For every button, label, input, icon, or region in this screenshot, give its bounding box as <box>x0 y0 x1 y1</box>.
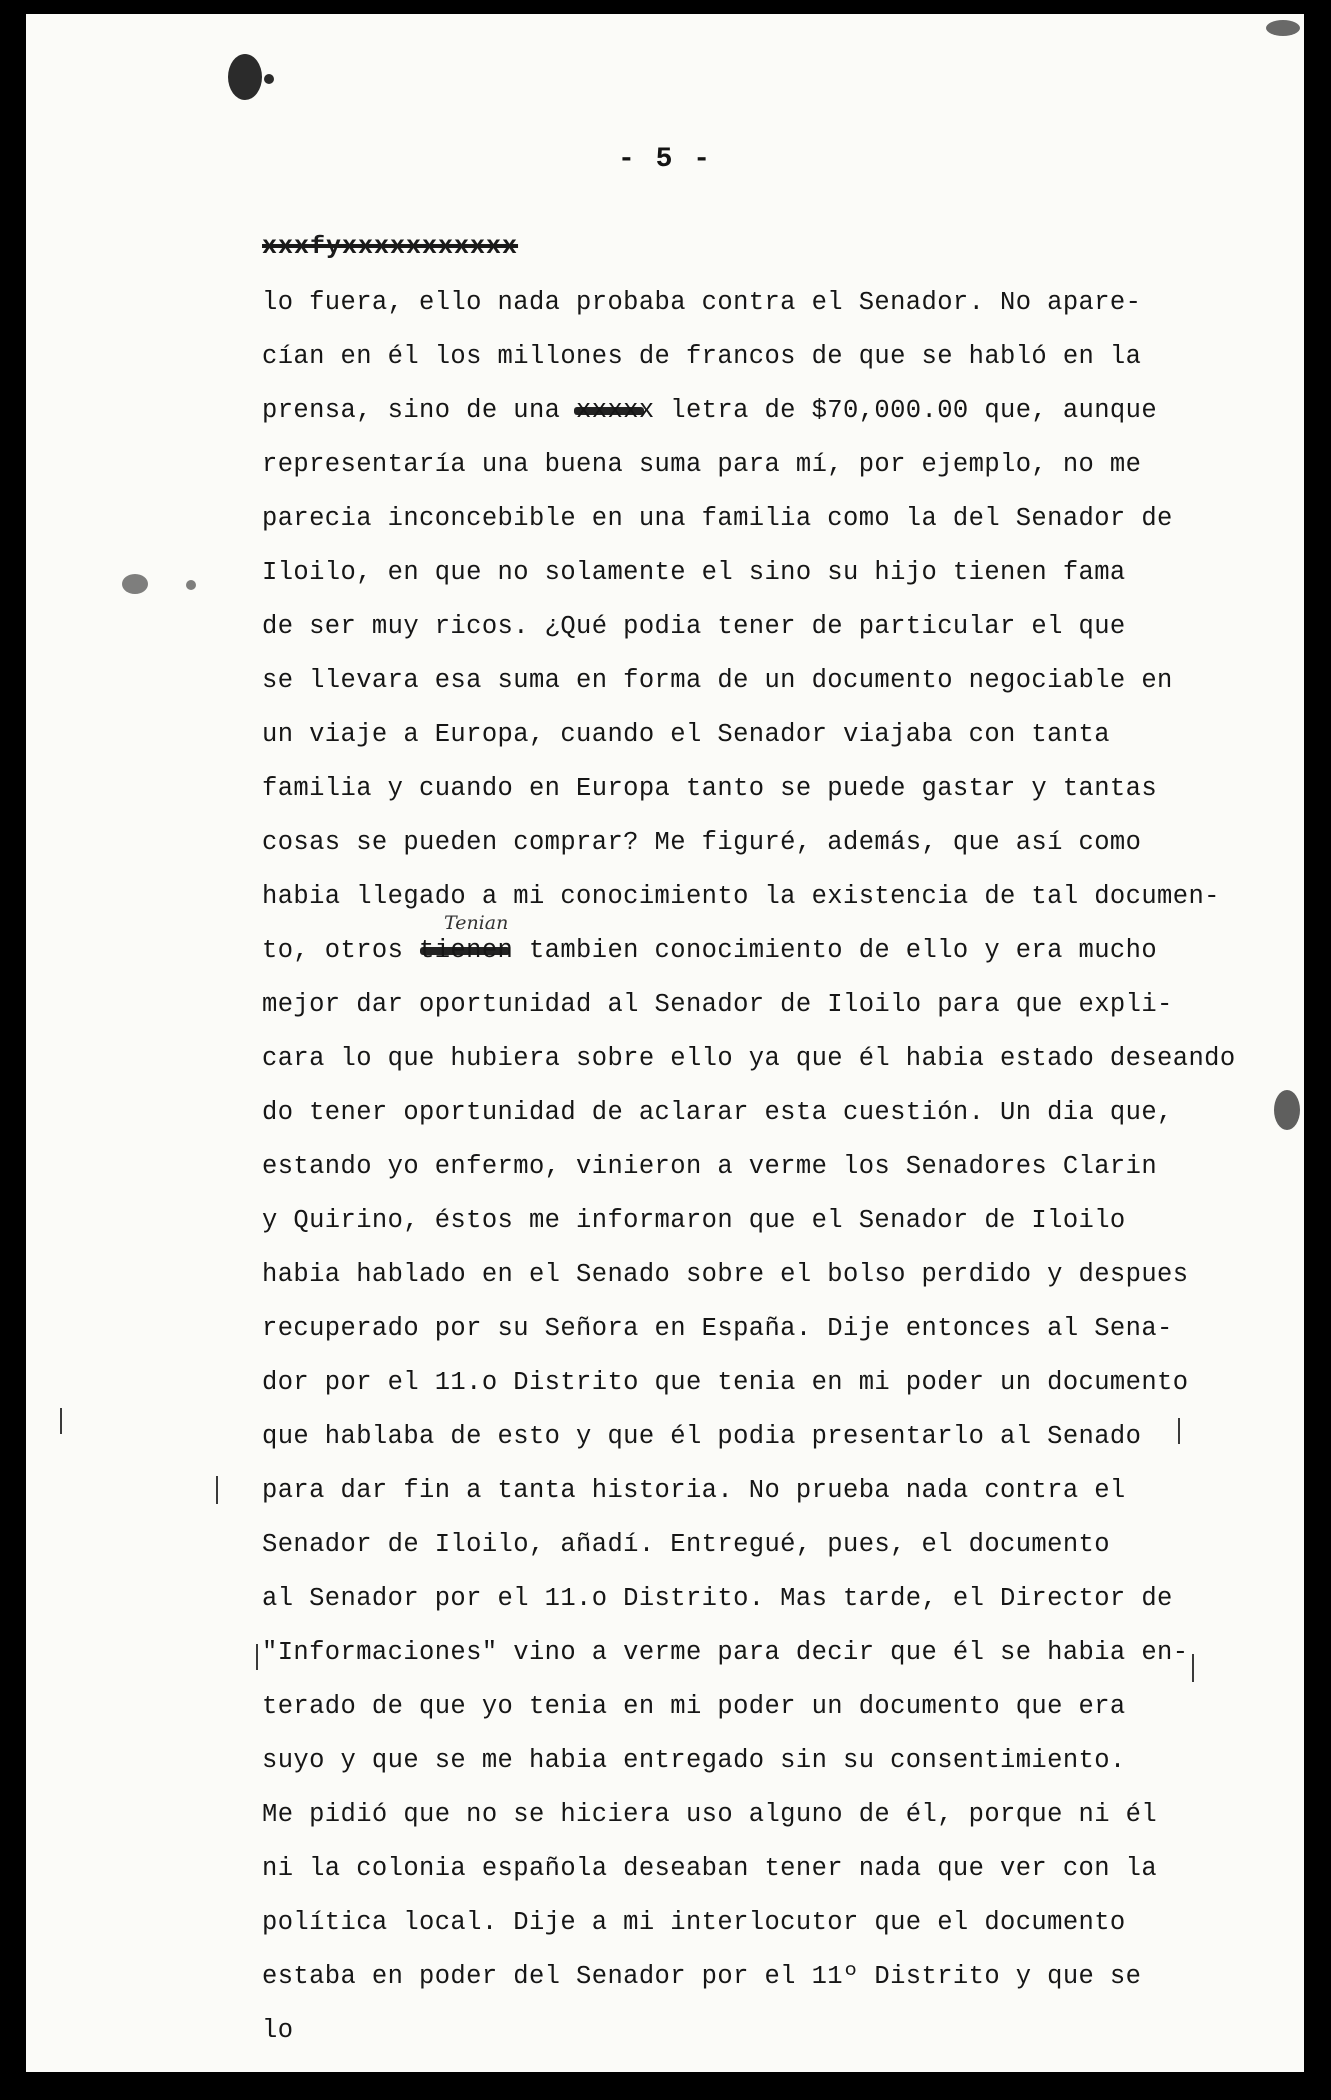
stray-mark-left-2 <box>216 1476 218 1504</box>
page-number: - 5 - <box>617 144 712 175</box>
text-line: to, otros tienen tambien conocimiento de ello y era mucho <box>262 936 1158 965</box>
document-page <box>26 14 1304 2072</box>
text-line: Me pidió que no se hiciera uso alguno de él, porque ni él <box>262 1800 1158 1829</box>
text-line: terado de que yo tenia en mi poder un documento que era <box>262 1692 1126 1721</box>
text-line: estando yo enfermo, vinieron a verme los Senadores Clarin <box>262 1152 1158 1181</box>
text-line: recuperado por su Señora en España. Dije entonces al Sena- <box>262 1314 1173 1343</box>
text-line: dor por el 11.o Distrito que tenia en mi poder un documento <box>262 1368 1189 1397</box>
text-line: suyo y que se me habia entregado sin su consentimiento. <box>262 1746 1126 1775</box>
text-line: prensa, sino de una xxxxx letra de $70,000.00 que, aunque <box>262 396 1158 425</box>
ink-blot-top-left <box>228 54 262 100</box>
text-line: cían en él los millones de francos de que se habló en la <box>262 342 1142 371</box>
text-line: política local. Dije a mi interlocutor que el documento <box>262 1908 1126 1937</box>
ink-smudge-top-right <box>1266 20 1300 36</box>
text-line: al Senador por el 11.o Distrito. Mas tarde, el Director de <box>262 1584 1173 1613</box>
text-line: Iloilo, en que no solamente el sino su hijo tienen fama <box>262 558 1126 587</box>
text-line: estaba en poder del Senador por el 11º Distrito y que se <box>262 1962 1142 1991</box>
ink-blot-left-margin <box>122 574 148 594</box>
text-line: mejor dar oportunidad al Senador de Iloilo para que expli- <box>262 990 1173 1019</box>
ink-blot-top-left-small <box>264 74 274 84</box>
text-line: se llevara esa suma en forma de un documento negociable en <box>262 666 1173 695</box>
text-line: Senador de Iloilo, añadí. Entregué, pues, el documento <box>262 1530 1110 1559</box>
text-line: parecia inconcebible en una familia como la del Senador de <box>262 504 1173 533</box>
text-line: un viaje a Europa, cuando el Senador viajaba con tanta <box>262 720 1110 749</box>
text-line: representaría una buena suma para mí, por ejemplo, no me <box>262 450 1142 479</box>
text-line: lo <box>262 2016 294 2045</box>
text-line: habia llegado a mi conocimiento la existencia de tal documen- <box>262 882 1220 911</box>
text-line: y Quirino, éstos me informaron que el Senador de Iloilo <box>262 1206 1126 1235</box>
text-line: que hablaba de esto y que él podia presentarlo al Senado <box>262 1422 1142 1451</box>
text-line: familia y cuando en Europa tanto se puede gastar y tantas <box>262 774 1158 803</box>
stray-mark-left-1 <box>60 1408 62 1434</box>
text-line: cara lo que hubiera sobre ello ya que él habia estado deseando <box>262 1044 1236 1073</box>
handwritten-correction: Tenian <box>444 912 509 934</box>
text-line: cosas se pueden comprar? Me figuré, además, que así como <box>262 828 1142 857</box>
text-line: "Informaciones" vino a verme para decir que él se habia en- <box>262 1638 1189 1667</box>
text-line: do tener oportunidad de aclarar esta cuestión. Un dia que, <box>262 1098 1173 1127</box>
ink-blot-right-margin <box>1274 1090 1300 1130</box>
text-line: ni la colonia española deseaban tener nada que ver con la <box>262 1854 1158 1883</box>
struck-heading: xxxfyxxxxxxxxxxx <box>262 232 519 261</box>
ink-blot-left-margin-small <box>186 580 196 590</box>
text-line: lo fuera, ello nada probaba contra el Senador. No apare- <box>262 288 1142 317</box>
body-text <box>262 276 1262 2058</box>
text-line: de ser muy ricos. ¿Qué podia tener de particular el que <box>262 612 1126 641</box>
text-line: habia hablado en el Senado sobre el bolso perdido y despues <box>262 1260 1189 1289</box>
stray-mark-left-3 <box>256 1644 258 1670</box>
text-line: para dar fin a tanta historia. No prueba nada contra el <box>262 1476 1126 1505</box>
